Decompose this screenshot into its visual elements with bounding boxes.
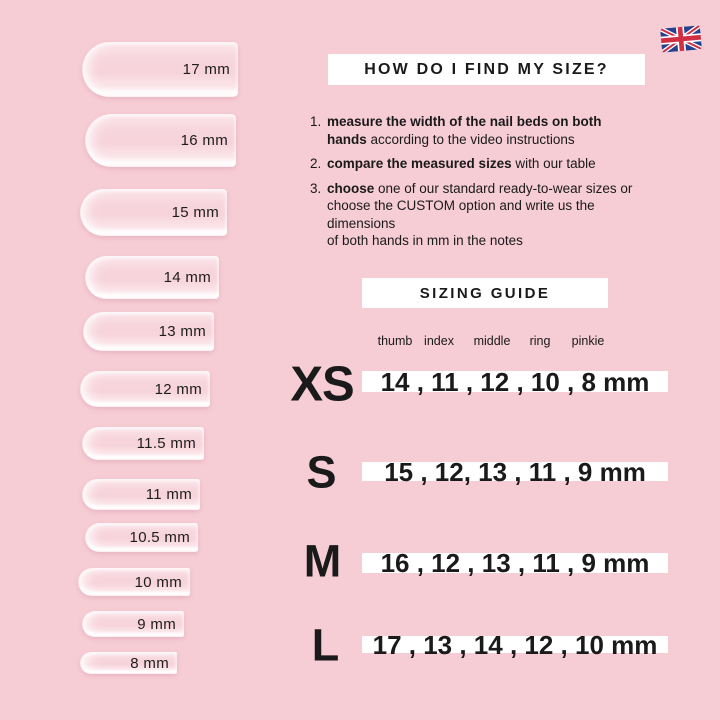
size-values-s: 15 , 12, 13 , 11 , 9 mm <box>384 456 646 487</box>
size-values-strip-xs <box>362 366 668 397</box>
size-values-l: 17 , 13 , 14 , 12 , 10 mm <box>372 629 658 660</box>
finger-header-ring: ring <box>529 334 551 348</box>
nail-size-label: 11.5 mm <box>136 435 196 452</box>
nail-size-label: 16 mm <box>180 132 228 149</box>
nail-size-label: 11 mm <box>145 486 192 503</box>
finger-headers-row <box>0 334 720 350</box>
instruction-item-3 <box>310 180 666 250</box>
nail-tip-10-5mm <box>85 523 198 552</box>
instructions-list <box>310 113 666 257</box>
nail-tip-17mm <box>82 42 238 97</box>
instruction-number: 3. <box>310 180 322 196</box>
size-values-strip-m <box>362 548 668 578</box>
size-label-l: L <box>311 619 339 671</box>
nail-tip-11mm <box>82 479 200 510</box>
headline-box <box>328 54 645 85</box>
nail-tip-8mm <box>80 652 177 674</box>
finger-header-middle: middle <box>473 334 511 348</box>
nail-size-label: 10.5 mm <box>129 529 190 546</box>
finger-header-pinkie: pinkie <box>571 334 605 348</box>
size-values-strip-l <box>362 629 668 660</box>
nail-tip-14mm <box>85 256 219 299</box>
instruction-number: 2. <box>310 156 322 171</box>
finger-header-thumb: thumb <box>377 334 413 348</box>
size-label-m: M <box>303 535 341 587</box>
nail-size-label: 14 mm <box>163 269 211 286</box>
uk-flag-icon <box>660 23 702 54</box>
size-label-s: S <box>306 446 336 498</box>
instruction-text: compare the measured sizes with our table <box>327 156 596 171</box>
nail-size-label: 13 mm <box>158 323 206 340</box>
nail-size-label: 8 mm <box>130 654 169 672</box>
instruction-item-1 <box>310 113 666 148</box>
nail-size-label: 17 mm <box>182 61 230 78</box>
instruction-item-2 <box>310 155 666 173</box>
size-label-xs: XS <box>290 357 354 412</box>
nail-tip-16mm <box>85 114 236 167</box>
nail-tip-15mm <box>80 189 227 236</box>
instruction-number: 1. <box>310 114 322 129</box>
size-values-m: 16 , 12 , 13 , 11 , 9 mm <box>380 548 650 578</box>
instruction-text: choose one of our standard ready-to-wear sizes or choose the CUSTOM option and write us the dimensions of both hands in mm in the notes <box>327 180 633 248</box>
finger-header-index: index <box>424 334 454 348</box>
nail-tip-9mm <box>82 611 184 637</box>
nail-tip-12mm <box>80 371 210 407</box>
nail-size-label: 12 mm <box>154 380 202 398</box>
nail-size-label: 10 mm <box>134 573 182 591</box>
size-values-strip-s <box>362 456 668 487</box>
size-values-xs: 14 , 11 , 12 , 10 , 8 mm <box>380 366 650 397</box>
sizing-guide-title: SIZING GUIDE <box>419 284 551 302</box>
nail-size-label: 9 mm <box>137 615 176 633</box>
nail-tip-10mm <box>78 568 190 596</box>
sizing-guide-heading-box <box>362 278 608 308</box>
nail-tip-11-5mm <box>82 427 204 460</box>
instruction-text: measure the width of the nail beds on both hands according to the video instructions <box>327 114 602 147</box>
page-title: HOW DO I FIND MY SIZE? <box>364 60 609 78</box>
nail-size-label: 15 mm <box>171 204 219 221</box>
